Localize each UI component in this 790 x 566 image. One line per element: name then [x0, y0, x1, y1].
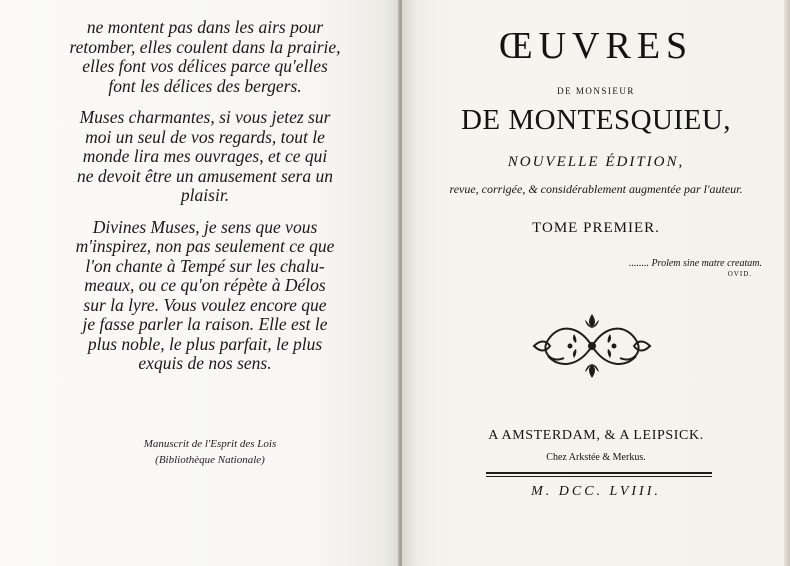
manuscript-caption	[130, 436, 290, 468]
double-rule-top	[486, 472, 712, 474]
text-line: m'inspirez, non pas seulement ce que	[75, 236, 335, 256]
title-oeuvres: ŒUVRES	[498, 25, 694, 67]
left-page-text	[60, 18, 350, 386]
text-line: ne montent pas dans les airs pour	[86, 17, 324, 37]
text-line: plaisir.	[180, 185, 230, 205]
imprint-date: M. DCC. LVIII.	[531, 484, 661, 499]
text-line: l'on chante à Tempé sur les chalu-	[85, 255, 325, 276]
text-line: ne devoit être un amusement sera un	[77, 165, 333, 186]
caption-line: (Bibliothèque Nationale)	[155, 454, 265, 466]
text-line: monde lira mes ouvrages, et ce qui	[82, 146, 328, 166]
right-page	[402, 0, 790, 566]
imprint-printer: Chez Arkstée & Merkus.	[546, 452, 646, 463]
edition-line: NOUVELLE ÉDITION,	[507, 154, 685, 170]
text-line: Muses charmantes, si vous jetez sur	[79, 107, 331, 127]
text-line: moi un seul de vos regards, tout le	[85, 126, 325, 147]
text-line: exquis de nos sens.	[138, 353, 272, 373]
subtitle-de-monsieur: DE MONSIEUR	[557, 86, 635, 96]
caption-line: Manuscrit de l'Esprit des Lois	[143, 438, 277, 450]
paragraph-1	[60, 18, 350, 96]
text-line: font les délices des bergers.	[108, 75, 302, 96]
fleuron-ornament-icon	[530, 310, 654, 382]
tome-line: TOME PREMIER.	[532, 220, 660, 236]
paragraph-3	[60, 218, 350, 374]
author-name: DE MONTESQUIEU,	[460, 104, 732, 136]
imprint-place: A AMSTERDAM, & A LEIPSICK.	[488, 428, 704, 443]
text-line: je fasse parler la raison. Elle est le	[82, 314, 328, 334]
text-line: Divines Muses, je sens que vous	[92, 216, 318, 237]
text-line: sur la lyre. Vous voulez encore que	[83, 294, 327, 315]
text-line: elles font vos délices parce qu'elles	[82, 56, 328, 76]
text-line: meaux, ou ce qu'on répète à Délos	[84, 275, 326, 295]
page-edge	[784, 0, 790, 566]
text-line: plus noble, le plus parfait, le plus	[87, 333, 323, 354]
paragraph-2	[60, 108, 350, 206]
revision-line: revue, corrigée, & considérablement augmentée par l'auteur.	[449, 182, 743, 196]
double-rule-bottom	[486, 476, 712, 477]
text-line: retomber, elles coulent dans la prairie,	[69, 36, 341, 57]
epigraph: ........ Prolem sine matre creatam.	[628, 258, 762, 269]
epigraph-source: OVID.	[727, 270, 752, 278]
